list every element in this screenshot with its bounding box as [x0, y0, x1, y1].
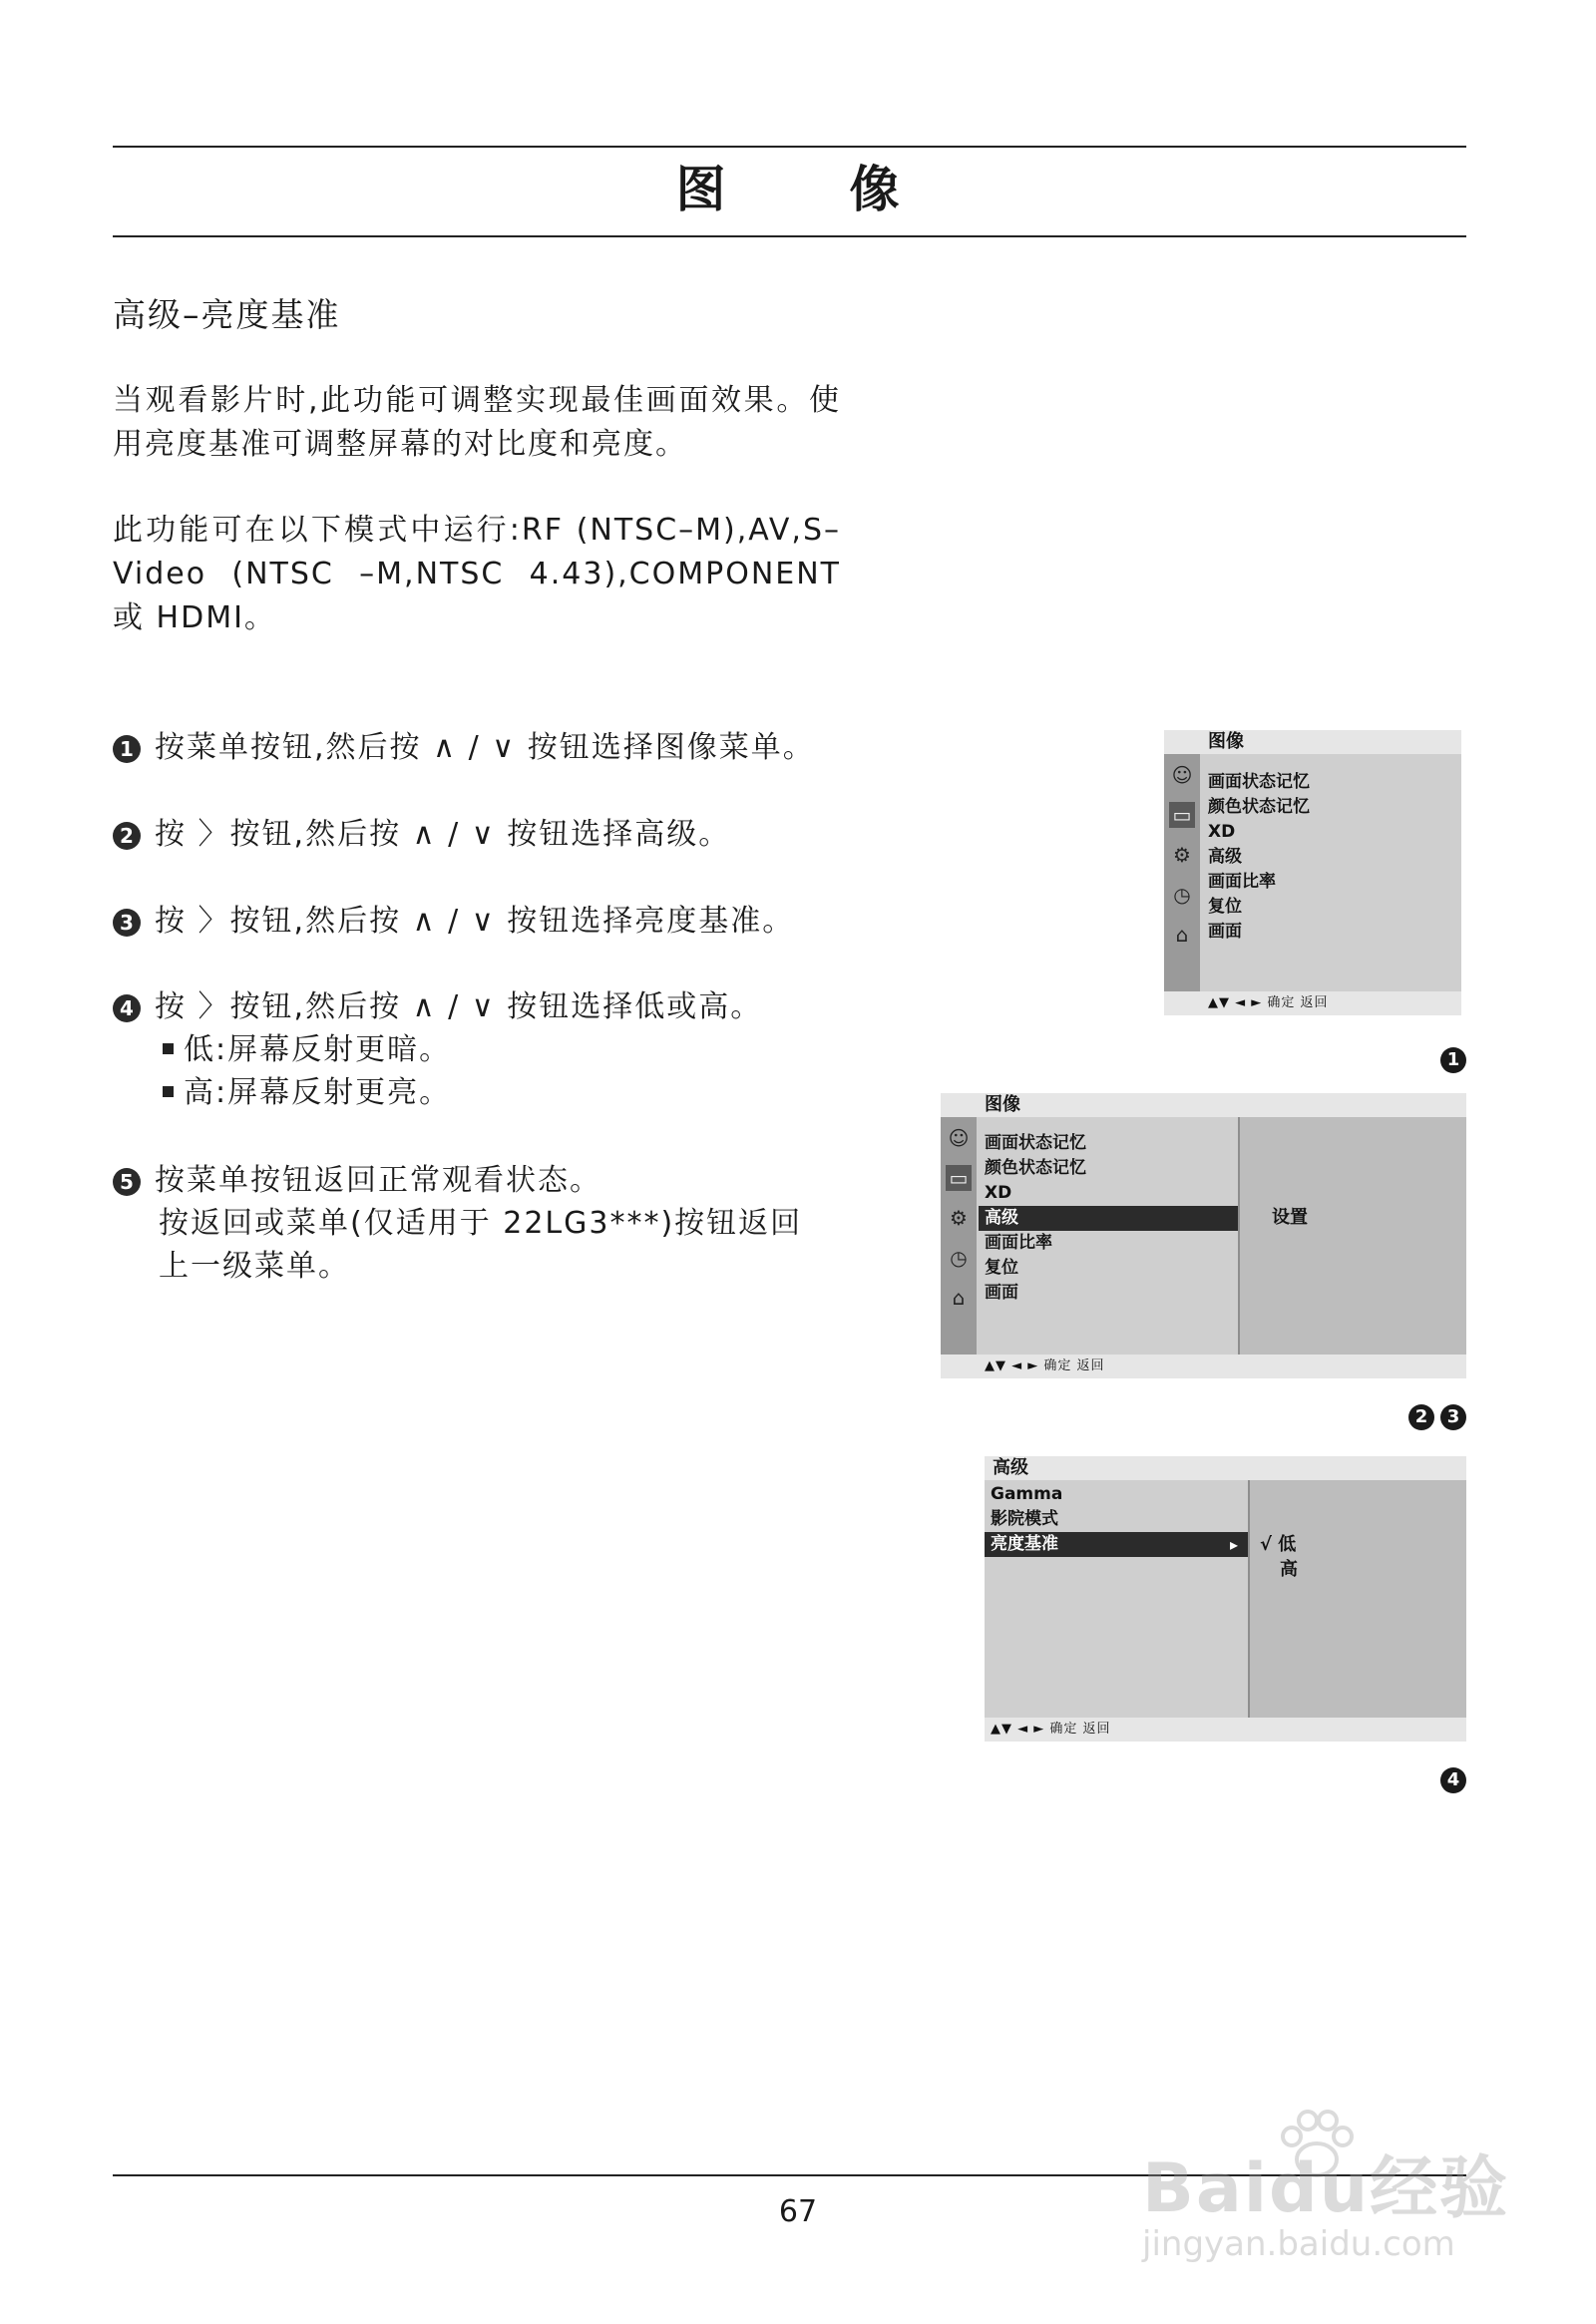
- step-extra-2: 上一级菜单。: [159, 1249, 350, 1284]
- osd-items: [985, 1482, 1248, 1557]
- watermark-url: jingyan.baidu.com: [1142, 2224, 1455, 2264]
- osd-item: Gamma: [991, 1484, 1063, 1504]
- step-number: 3: [113, 909, 141, 937]
- bullet-square-icon: [163, 1043, 174, 1054]
- screen-icon: ▭: [946, 1165, 972, 1191]
- osd-sub-item-high: 高: [1280, 1559, 1298, 1580]
- osd-items: [1202, 770, 1461, 945]
- gear-icon: ⚙: [950, 1206, 968, 1230]
- osd-subpanel: [1240, 1117, 1466, 1355]
- step-text: 按 〉按钮,然后按 ∧ / ∨ 按钮选择高级。: [155, 817, 731, 852]
- osd-header: 图像: [941, 1093, 1466, 1117]
- osd-menu-advanced: [985, 1456, 1466, 1742]
- osd-item: 复位: [1208, 897, 1242, 917]
- top-rule: [113, 146, 1466, 148]
- osd-item: XD: [985, 1183, 1012, 1203]
- caption-number: 4: [1440, 1767, 1466, 1793]
- osd-items: [979, 1131, 1278, 1306]
- caption-number: 2: [1408, 1404, 1434, 1430]
- intro-paragraph-1: 当观看影片时,此功能可调整实现最佳画面效果。使用亮度基准可调整屏幕的对比度和亮度。: [113, 383, 841, 462]
- osd-item-selected: 亮度基准 ▸: [985, 1532, 1248, 1557]
- step-text: 按 〉按钮,然后按 ∧ / ∨ 按钮选择亮度基准。: [155, 904, 795, 939]
- osd-sub-item-low: √ 低: [1260, 1534, 1297, 1555]
- bullet-low: 低:屏幕反射更暗。: [184, 1032, 452, 1067]
- figure-caption-2-3: [1408, 1404, 1466, 1430]
- figure-caption-4: [1440, 1767, 1466, 1793]
- bullet-square-icon: [163, 1086, 174, 1097]
- osd-item-selected: 高级 ▸: [979, 1206, 1278, 1231]
- osd-item: 画面状态记忆: [985, 1133, 1086, 1153]
- gear-icon: ⚙: [1173, 843, 1191, 867]
- baidu-watermark: [1122, 2105, 1521, 2284]
- page-title: [113, 160, 1466, 219]
- picture-icon: ☺: [1171, 763, 1193, 787]
- lock-icon: ⌂: [1175, 923, 1189, 947]
- osd-item: 复位: [985, 1258, 1018, 1278]
- step-number: 1: [113, 735, 141, 763]
- step-number: 5: [113, 1168, 141, 1196]
- osd-item: 画面: [985, 1283, 1018, 1303]
- intro-paragraph-2: 此功能可在以下模式中运行:RF (NTSC–M),AV,S–Video (NTSC –M,NTSC 4.43),COMPONENT 或 HDMI。: [113, 513, 841, 635]
- picture-icon: ☺: [948, 1126, 970, 1150]
- osd-header: 图像: [1164, 730, 1461, 754]
- title-char-1: 图: [675, 161, 730, 218]
- caption-number: 1: [1440, 1047, 1466, 1073]
- osd-item: XD: [1208, 822, 1236, 842]
- title-rule: [113, 235, 1466, 237]
- osd-menu-picture-advanced: [941, 1093, 1466, 1378]
- step-3: [113, 900, 851, 943]
- step-number: 2: [113, 822, 141, 850]
- step-2: [113, 813, 851, 856]
- title-char-2: 像: [849, 161, 904, 218]
- osd-menu-picture: [1164, 730, 1461, 1015]
- timer-icon: ◷: [1173, 883, 1191, 907]
- step-1: [113, 726, 851, 769]
- osd-footer: ▲▼ ◄ ► 确定 返回: [985, 1718, 1466, 1742]
- osd-item: 画面: [1208, 922, 1242, 942]
- osd-footer: ▲▼ ◄ ► 确定 返回: [1164, 991, 1461, 1015]
- osd-footer: ▲▼ ◄ ► 确定 返回: [941, 1355, 1466, 1378]
- osd-item: 高级: [1208, 847, 1242, 867]
- osd-icon-column: [1164, 754, 1200, 991]
- figure-caption-1: [1440, 1047, 1466, 1073]
- step-extra-1: 按返回或菜单(仅适用于 22LG3***)按钮返回: [159, 1206, 803, 1241]
- osd-item: 画面状态记忆: [1208, 772, 1310, 792]
- section-heading: 高级–亮度基准: [113, 295, 341, 334]
- step-5: [113, 1159, 851, 1288]
- osd-item: 影院模式: [991, 1509, 1058, 1529]
- osd-sub-item: 设置: [1272, 1207, 1308, 1228]
- bullet-high: 高:屏幕反射更亮。: [184, 1075, 452, 1110]
- osd-item: 画面比率: [985, 1233, 1052, 1253]
- osd-subpanel: [1250, 1480, 1466, 1718]
- lock-icon: ⌂: [952, 1286, 966, 1310]
- watermark-logo: Baidu经验: [1142, 2149, 1510, 2228]
- osd-item: 颜色状态记忆: [985, 1158, 1086, 1178]
- osd-icon-column: [941, 1117, 977, 1355]
- step-text: 按 〉按钮,然后按 ∧ / ∨ 按钮选择低或高。: [155, 989, 763, 1024]
- timer-icon: ◷: [950, 1246, 968, 1270]
- page-number: 67: [778, 2194, 818, 2229]
- osd-header: 高级: [985, 1456, 1466, 1480]
- osd-item: 画面比率: [1208, 872, 1276, 892]
- step-text: 按菜单按钮返回正常观看状态。: [155, 1163, 601, 1198]
- step-text: 按菜单按钮,然后按 ∧ / ∨ 按钮选择图像菜单。: [155, 730, 815, 765]
- screen-icon: ▭: [1169, 802, 1195, 828]
- osd-item: 颜色状态记忆: [1208, 797, 1310, 817]
- step-4: [113, 985, 851, 1114]
- step-number: 4: [113, 994, 141, 1022]
- caption-number: 3: [1440, 1404, 1466, 1430]
